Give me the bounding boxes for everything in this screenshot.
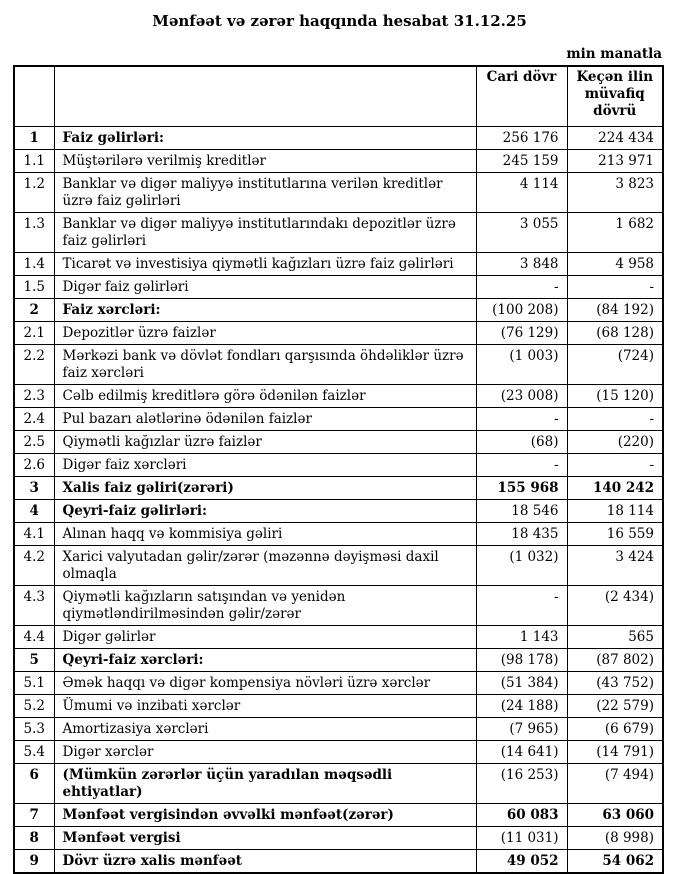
row-current-value: 1 143 <box>476 625 567 648</box>
table-row <box>14 522 663 545</box>
header-description-col <box>54 66 476 126</box>
row-label: Faiz xərcləri: <box>54 298 476 321</box>
row-label: Mənfəət vergisi <box>54 826 476 849</box>
row-number: 5.2 <box>14 694 54 717</box>
row-current-value: 60 083 <box>476 803 567 826</box>
table-row <box>14 585 663 625</box>
table-row <box>14 740 663 763</box>
row-previous-value: - <box>567 453 663 476</box>
row-current-value: (16 253) <box>476 763 567 803</box>
table-row <box>14 252 663 275</box>
row-number: 2.5 <box>14 430 54 453</box>
table-row <box>14 545 663 585</box>
row-number: 4.3 <box>14 585 54 625</box>
row-current-value: - <box>476 407 567 430</box>
table-row <box>14 717 663 740</box>
row-number: 4.1 <box>14 522 54 545</box>
row-label: Xalis faiz gəliri(zərəri) <box>54 476 476 499</box>
row-number: 8 <box>14 826 54 849</box>
row-label: Qiymətli kağızlar üzrə faizlər <box>54 430 476 453</box>
table-row <box>14 344 663 384</box>
row-current-value: 3 055 <box>476 212 567 252</box>
row-current-value: 18 435 <box>476 522 567 545</box>
row-current-value: (7 965) <box>476 717 567 740</box>
row-current-value: 245 159 <box>476 149 567 172</box>
row-number: 1.4 <box>14 252 54 275</box>
row-current-value: (76 129) <box>476 321 567 344</box>
table-row <box>14 298 663 321</box>
row-label: Digər faiz xərcləri <box>54 453 476 476</box>
row-number: 2.3 <box>14 384 54 407</box>
row-previous-value: 4 958 <box>567 252 663 275</box>
row-number: 7 <box>14 803 54 826</box>
table-row <box>14 476 663 499</box>
row-number: 2.6 <box>14 453 54 476</box>
table-row <box>14 321 663 344</box>
report-title: Mənfəət və zərər haqqında hesabat 31.12.25 <box>152 12 527 30</box>
row-previous-value: 224 434 <box>567 126 663 149</box>
header-current-period: Cari dövr <box>476 66 567 126</box>
table-row <box>14 648 663 671</box>
profit-loss-table <box>13 65 664 874</box>
header-number-col <box>14 66 54 126</box>
row-current-value: - <box>476 585 567 625</box>
row-number: 4 <box>14 499 54 522</box>
row-label: Cəlb edilmiş kreditlərə görə ödənilən faizlər <box>54 384 476 407</box>
row-current-value: (24 188) <box>476 694 567 717</box>
row-number: 1 <box>14 126 54 149</box>
row-label: Ticarət və investisiya qiymətli kağızları üzrə faiz gəlirləri <box>54 252 476 275</box>
row-previous-value: 3 823 <box>567 172 663 212</box>
row-current-value: 3 848 <box>476 252 567 275</box>
row-label: Əmək haqqı və digər kompensiya növləri üzrə xərclər <box>54 671 476 694</box>
row-label: Depozitlər üzrə faizlər <box>54 321 476 344</box>
row-previous-value: (22 579) <box>567 694 663 717</box>
row-current-value: 4 114 <box>476 172 567 212</box>
row-previous-value: 140 242 <box>567 476 663 499</box>
row-current-value: (68) <box>476 430 567 453</box>
table-row <box>14 803 663 826</box>
row-number: 9 <box>14 849 54 873</box>
row-current-value: - <box>476 275 567 298</box>
row-number: 2.2 <box>14 344 54 384</box>
row-current-value: 256 176 <box>476 126 567 149</box>
row-current-value: - <box>476 453 567 476</box>
row-current-value: (100 208) <box>476 298 567 321</box>
row-number: 4.2 <box>14 545 54 585</box>
row-label: Amortizasiya xərcləri <box>54 717 476 740</box>
row-number: 6 <box>14 763 54 803</box>
table-row <box>14 849 663 873</box>
row-label: Faiz gəlirləri: <box>54 126 476 149</box>
row-label: Mərkəzi bank və dövlət fondları qarşısında öhdəliklər üzrə faiz xərcləri <box>54 344 476 384</box>
table-row <box>14 275 663 298</box>
table-row <box>14 453 663 476</box>
row-number: 5.1 <box>14 671 54 694</box>
row-previous-value: (43 752) <box>567 671 663 694</box>
row-label: Banklar və digər maliyyə institutlarına verilən kreditlər üzrə faiz gəlirləri <box>54 172 476 212</box>
table-row <box>14 694 663 717</box>
row-previous-value: 1 682 <box>567 212 663 252</box>
row-number: 1.5 <box>14 275 54 298</box>
row-previous-value: 3 424 <box>567 545 663 585</box>
row-label: Digər xərclər <box>54 740 476 763</box>
row-number: 2.4 <box>14 407 54 430</box>
row-label: Dövr üzrə xalis mənfəət <box>54 849 476 873</box>
row-number: 5.3 <box>14 717 54 740</box>
row-number: 2.1 <box>14 321 54 344</box>
row-number: 4.4 <box>14 625 54 648</box>
row-label: Mənfəət vergisindən əvvəlki mənfəət(zərər) <box>54 803 476 826</box>
row-previous-value: (84 192) <box>567 298 663 321</box>
row-previous-value: (68 128) <box>567 321 663 344</box>
row-current-value: (1 032) <box>476 545 567 585</box>
row-label: (Mümkün zərərlər üçün yaradılan məqsədli ehtiyatlar) <box>54 763 476 803</box>
table-row <box>14 172 663 212</box>
row-previous-value: 18 114 <box>567 499 663 522</box>
row-number: 1.2 <box>14 172 54 212</box>
header-previous-period: Keçən ilin müvafiq dövrü <box>567 66 663 126</box>
row-label: Xarici valyutadan gəlir/zərər (məzənnə dəyişməsi daxil olmaqla <box>54 545 476 585</box>
row-number: 1.1 <box>14 149 54 172</box>
row-previous-value: (6 679) <box>567 717 663 740</box>
row-current-value: 155 968 <box>476 476 567 499</box>
table-body <box>14 126 663 873</box>
row-previous-value: (15 120) <box>567 384 663 407</box>
row-previous-value: (14 791) <box>567 740 663 763</box>
table-row <box>14 763 663 803</box>
row-previous-value: 213 971 <box>567 149 663 172</box>
row-current-value: (23 008) <box>476 384 567 407</box>
table-row <box>14 625 663 648</box>
row-previous-value: (87 802) <box>567 648 663 671</box>
row-number: 3 <box>14 476 54 499</box>
row-previous-value: (8 998) <box>567 826 663 849</box>
table-row <box>14 212 663 252</box>
row-label: Qeyri-faiz gəlirləri: <box>54 499 476 522</box>
row-previous-value: - <box>567 407 663 430</box>
row-label: Ümumi və inzibati xərclər <box>54 694 476 717</box>
header-row <box>14 66 663 126</box>
table-row <box>14 126 663 149</box>
table-row <box>14 149 663 172</box>
table-row <box>14 671 663 694</box>
row-label: Banklar və digər maliyyə institutlarındakı depozitlər üzrə faiz gəlirləri <box>54 212 476 252</box>
table-row <box>14 384 663 407</box>
row-label: Pul bazarı alətlərinə ödənilən faizlər <box>54 407 476 430</box>
table-row <box>14 499 663 522</box>
row-current-value: (98 178) <box>476 648 567 671</box>
row-current-value: 18 546 <box>476 499 567 522</box>
row-previous-value: - <box>567 275 663 298</box>
row-label: Qeyri-faiz xərcləri: <box>54 648 476 671</box>
row-previous-value: 63 060 <box>567 803 663 826</box>
row-number: 2 <box>14 298 54 321</box>
row-current-value: (51 384) <box>476 671 567 694</box>
row-previous-value: 565 <box>567 625 663 648</box>
table-row <box>14 826 663 849</box>
unit-note: min manatla <box>566 46 662 62</box>
row-current-value: (1 003) <box>476 344 567 384</box>
table-row <box>14 407 663 430</box>
row-label: Müştərilərə verilmiş kreditlər <box>54 149 476 172</box>
row-current-value: (11 031) <box>476 826 567 849</box>
row-current-value: 49 052 <box>476 849 567 873</box>
row-number: 1.3 <box>14 212 54 252</box>
row-previous-value: (724) <box>567 344 663 384</box>
row-current-value: (14 641) <box>476 740 567 763</box>
row-previous-value: (220) <box>567 430 663 453</box>
row-number: 5.4 <box>14 740 54 763</box>
row-label: Digər faiz gəlirləri <box>54 275 476 298</box>
row-previous-value: (2 434) <box>567 585 663 625</box>
row-previous-value: 54 062 <box>567 849 663 873</box>
row-number: 5 <box>14 648 54 671</box>
row-label: Alınan haqq və kommisiya gəliri <box>54 522 476 545</box>
row-previous-value: (7 494) <box>567 763 663 803</box>
row-previous-value: 16 559 <box>567 522 663 545</box>
row-label: Digər gəlirlər <box>54 625 476 648</box>
table-row <box>14 430 663 453</box>
row-label: Qiymətli kağızların satışından və yenidən qiymətləndirilməsindən gəlir/zərər <box>54 585 476 625</box>
